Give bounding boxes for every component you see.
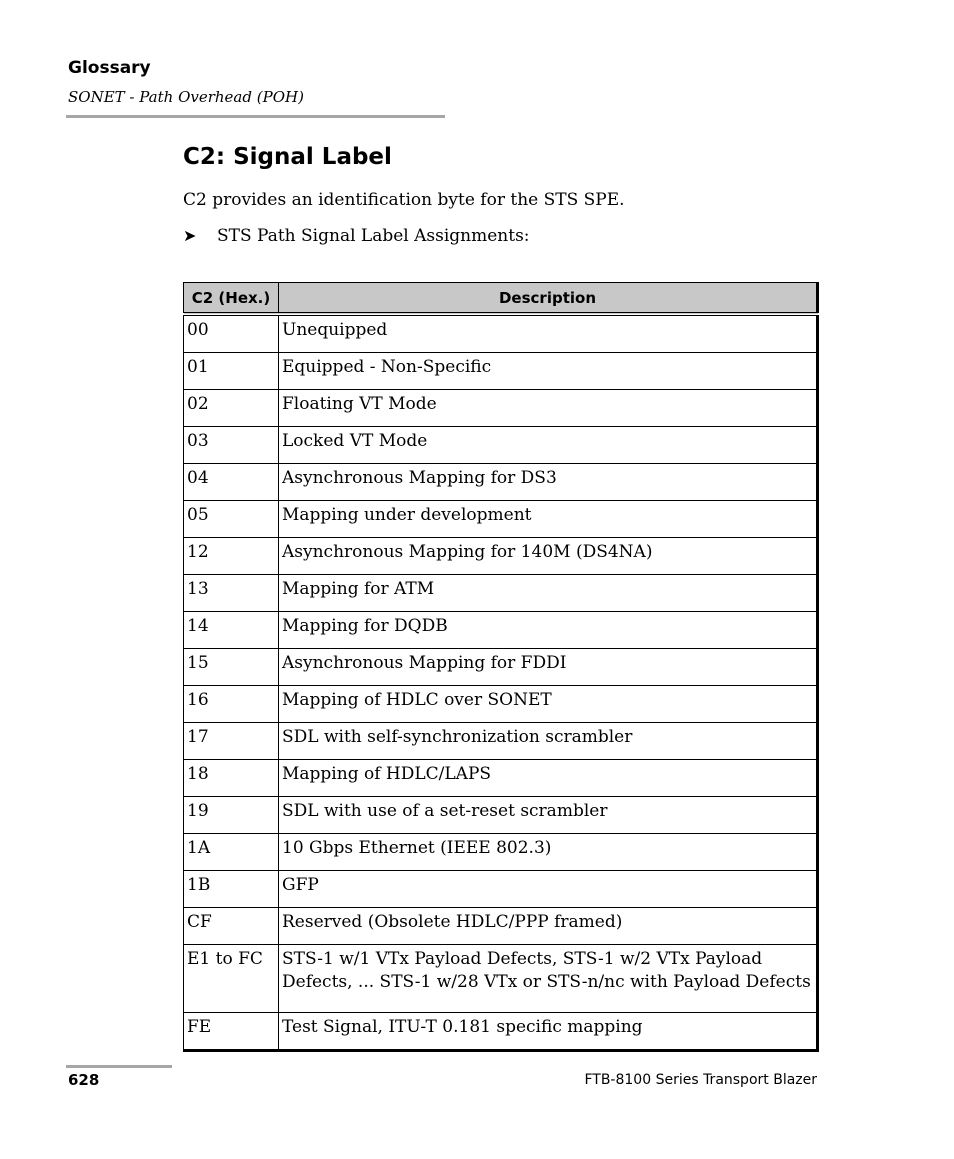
cell-code: E1 to FC xyxy=(184,945,279,1013)
table-row xyxy=(184,575,818,612)
cell-description: Mapping of HDLC/LAPS xyxy=(279,760,818,797)
table-row xyxy=(184,353,818,390)
cell-description: GFP xyxy=(279,871,818,908)
column-header-description: Description xyxy=(279,283,818,315)
cell-code: 02 xyxy=(184,390,279,427)
table-row xyxy=(184,427,818,464)
cell-description: Equipped - Non-Specific xyxy=(279,353,818,390)
document-title: FTB-8100 Series Transport Blazer xyxy=(584,1072,817,1088)
column-header-code: C2 (Hex.) xyxy=(184,283,279,315)
cell-code: 01 xyxy=(184,353,279,390)
table-row xyxy=(184,314,818,353)
cell-description: STS-1 w/1 VTx Payload Defects, STS-1 w/2 VTx Payload Defects, ... STS-1 w/28 VTx or STS-n/nc with Payload Defects xyxy=(279,945,818,1013)
bullet-item xyxy=(183,226,530,246)
bullet-text: STS Path Signal Label Assignments: xyxy=(217,226,530,246)
cell-code: 14 xyxy=(184,612,279,649)
table-row xyxy=(184,649,818,686)
cell-code: CF xyxy=(184,908,279,945)
cell-description: Test Signal, ITU-T 0.181 specific mapping xyxy=(279,1013,818,1051)
cell-code: 15 xyxy=(184,649,279,686)
table-row xyxy=(184,760,818,797)
cell-code: 17 xyxy=(184,723,279,760)
signal-label-table xyxy=(183,282,819,1052)
cell-description: Mapping under development xyxy=(279,501,818,538)
table-row xyxy=(184,390,818,427)
cell-code: 04 xyxy=(184,464,279,501)
table-row xyxy=(184,871,818,908)
arrow-bullet-icon: ➤ xyxy=(183,226,197,245)
cell-description: SDL with use of a set-reset scrambler xyxy=(279,797,818,834)
table-row xyxy=(184,1013,818,1051)
cell-description: Mapping for ATM xyxy=(279,575,818,612)
header-rule xyxy=(66,115,445,118)
cell-code: 12 xyxy=(184,538,279,575)
cell-description: Floating VT Mode xyxy=(279,390,818,427)
cell-code: 18 xyxy=(184,760,279,797)
footer-rule xyxy=(66,1065,172,1068)
table-row xyxy=(184,908,818,945)
cell-description: Locked VT Mode xyxy=(279,427,818,464)
cell-description: Mapping for DQDB xyxy=(279,612,818,649)
table-header-row xyxy=(184,283,818,315)
cell-description: Mapping of HDLC over SONET xyxy=(279,686,818,723)
cell-description: Asynchronous Mapping for DS3 xyxy=(279,464,818,501)
intro-paragraph: C2 provides an identification byte for the STS SPE. xyxy=(183,190,625,210)
table-row xyxy=(184,945,818,1013)
table-row xyxy=(184,686,818,723)
cell-description: Asynchronous Mapping for 140M (DS4NA) xyxy=(279,538,818,575)
cell-code: 16 xyxy=(184,686,279,723)
table-row xyxy=(184,834,818,871)
cell-code: 1A xyxy=(184,834,279,871)
cell-description: 10 Gbps Ethernet (IEEE 802.3) xyxy=(279,834,818,871)
cell-code: 19 xyxy=(184,797,279,834)
cell-code: 05 xyxy=(184,501,279,538)
section-title: C2: Signal Label xyxy=(183,144,392,170)
table-row xyxy=(184,538,818,575)
cell-description: Asynchronous Mapping for FDDI xyxy=(279,649,818,686)
table-row xyxy=(184,612,818,649)
cell-description: Reserved (Obsolete HDLC/PPP framed) xyxy=(279,908,818,945)
cell-code: 03 xyxy=(184,427,279,464)
cell-description: SDL with self-synchronization scrambler xyxy=(279,723,818,760)
page-number: 628 xyxy=(68,1071,100,1089)
cell-code: 13 xyxy=(184,575,279,612)
cell-code: FE xyxy=(184,1013,279,1051)
cell-description: Unequipped xyxy=(279,314,818,353)
table-row xyxy=(184,464,818,501)
header-subtitle: SONET - Path Overhead (POH) xyxy=(68,88,304,106)
table-row xyxy=(184,797,818,834)
table-row xyxy=(184,723,818,760)
header-title: Glossary xyxy=(68,58,151,78)
cell-code: 1B xyxy=(184,871,279,908)
table-row xyxy=(184,501,818,538)
cell-code: 00 xyxy=(184,314,279,353)
